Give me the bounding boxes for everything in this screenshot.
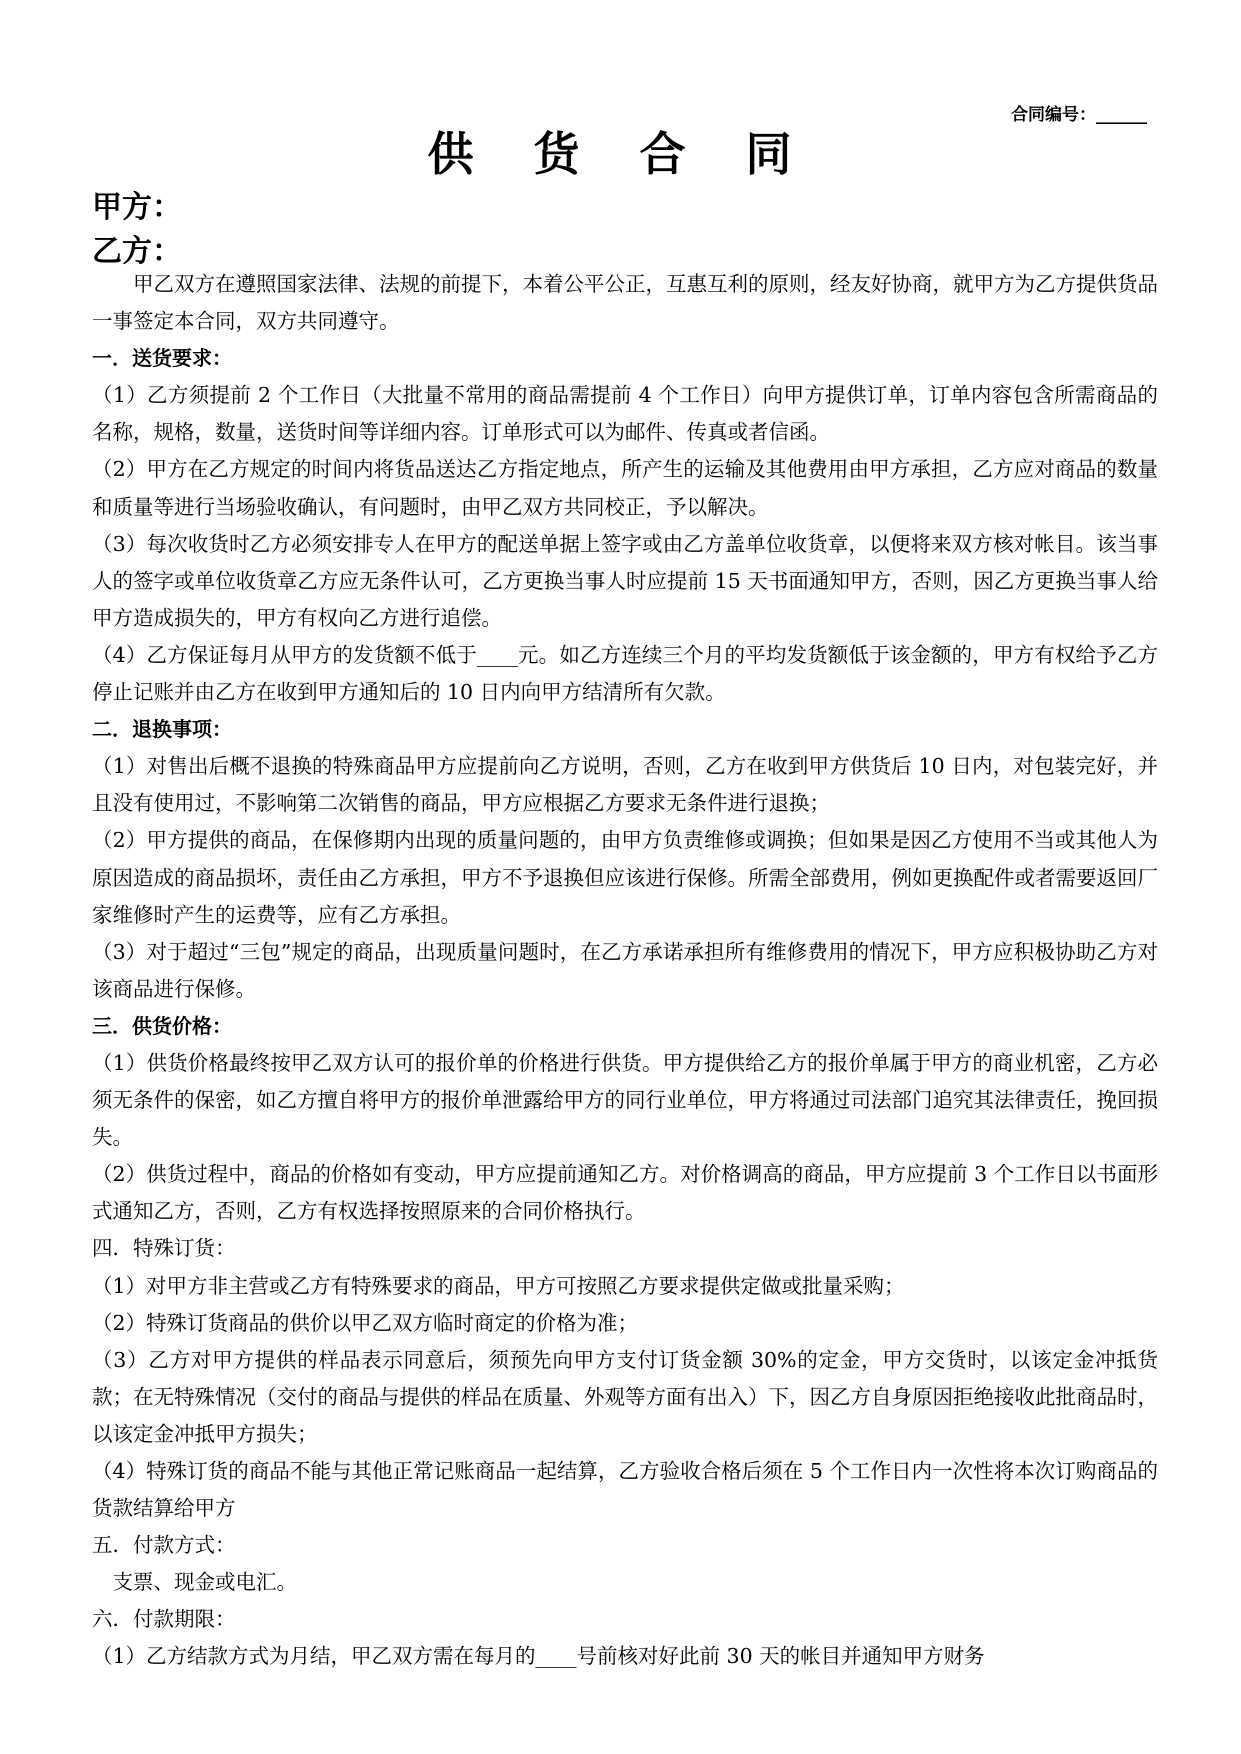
intro-paragraph: 甲乙双方在遵照国家法律、法规的前提下，本着公平公正，互惠互利的原则，经友好协商，就甲方为乙方提供货品一事签定本合同，双方共同遵守。 — [92, 272, 1158, 334]
section-heading: 三．供货价格： — [92, 1013, 232, 1038]
clause-paragraph: （2）甲方提供的商品，在保修期内出现的质量问题的，由甲方负责维修或调换；但如果是因乙方使用不当或其他人为原因造成的商品损坏，责任由乙方承担，甲方不予退换但应该进行保修。所需全部费用，例如更换配件或者需要返回厂家维修时产生的运费等，应有乙方承担。 — [92, 828, 1158, 927]
section-heading: 一．送货要求： — [92, 346, 232, 371]
clause-paragraph: （1）乙方结款方式为月结，甲乙双方需在每月的____号前核对好此前 30 天的帐目并通知甲方财务 — [92, 1644, 985, 1669]
section-heading: 四．特殊订货： — [92, 1236, 236, 1261]
clause-paragraph: （1）对甲方非主营或乙方有特殊要求的商品，甲方可按照乙方要求提供定做或批量采购； — [92, 1273, 905, 1298]
party-a-label: 甲方： — [92, 190, 182, 225]
clause-paragraph: 支票、现金或电汇。 — [112, 1570, 297, 1595]
clause-paragraph: （3）乙方对甲方提供的样品表示同意后，须预先向甲方支付订货金额 30%的定金，甲方交货时，以该定金冲抵货款；在无特殊情况（交付的商品与提供的样品在质量、外观等方面有出入）下，因乙方自身原因拒绝接收此批商品时，以该定金冲抵甲方损失； — [92, 1347, 1158, 1446]
contract-number-text: 合同编号：______ — [1011, 105, 1147, 125]
party-b-label: 乙方： — [92, 234, 182, 269]
clause-paragraph: （1）乙方须提前 2 个工作日（大批量不常用的商品需提前 4 个工作日）向甲方提供订单，订单内容包含所需商品的名称，规格，数量，送货时间等详细内容。订单形式可以为邮件、传真或者信函。 — [92, 383, 1158, 445]
clause-paragraph: （2）供货过程中，商品的价格如有变动，甲方应提前通知乙方。对价格调高的商品，甲方应提前 3 个工作日以书面形式通知乙方，否则，乙方有权选择按照原来的合同价格执行。 — [92, 1162, 1158, 1224]
contract-body — [92, 266, 1158, 1676]
clause-paragraph: （2）甲方在乙方规定的时间内将货品送达乙方指定地点，所产生的运输及其他费用由甲方承担，乙方应对商品的数量和质量等进行当场验收确认，有问题时，由甲乙双方共同校正，予以解决。 — [92, 457, 1158, 519]
clause-paragraph: （3）对于超过“三包”规定的商品，出现质量问题时，在乙方承诺承担所有维修费用的情况下，甲方应积极协助乙方对该商品进行保修。 — [92, 939, 1158, 1001]
section-heading: 六．付款期限： — [92, 1607, 236, 1632]
section-heading: 五．付款方式： — [92, 1533, 236, 1558]
document-title: 供 货 合 同 — [427, 127, 814, 181]
section-heading: 二．退换事项： — [92, 717, 232, 742]
clause-paragraph: （3）每次收货时乙方必须安排专人在甲方的配送单据上签字或由乙方盖单位收货章，以便将来双方核对帐目。该当事人的签字或单位收货章乙方应无条件认可，乙方更换当事人时应提前 15 天书面通知甲方，否则，因乙方更换当事人给甲方造成损失的，甲方有权向乙方进行追偿。 — [92, 531, 1158, 630]
clause-paragraph: （1）供货价格最终按甲乙双方认可的报价单的价格进行供货。甲方提供给乙方的报价单属于甲方的商业机密，乙方必须无条件的保密，如乙方擅自将甲方的报价单泄露给甲方的同行业单位，甲方将通过司法部门追究其法律责任，挽回损失。 — [92, 1050, 1158, 1150]
clause-paragraph: （4）特殊订货的商品不能与其他正常记账商品一起结算，乙方验收合格后须在 5 个工作日内一次性将本次订购商品的货款结算给甲方 — [92, 1459, 1158, 1521]
clause-paragraph: （2）特殊订货商品的供价以甲乙双方临时商定的价格为准； — [92, 1310, 639, 1335]
clause-paragraph: （4）乙方保证每月从甲方的发货额不低于____元。如乙方连续三个月的平均发货额低于该金额的，甲方有权给予乙方停止记账并由乙方在收到甲方通知后的 10 日内向甲方结清所有欠款。 — [92, 642, 1158, 705]
clause-paragraph: （1）对售出后概不退换的特殊商品甲方应提前向乙方说明，否则，乙方在收到甲方供货后 10 日内，对包装完好，并且没有使用过，不影响第二次销售的商品，甲方应根据乙方要求无条件进行退换； — [92, 754, 1158, 816]
